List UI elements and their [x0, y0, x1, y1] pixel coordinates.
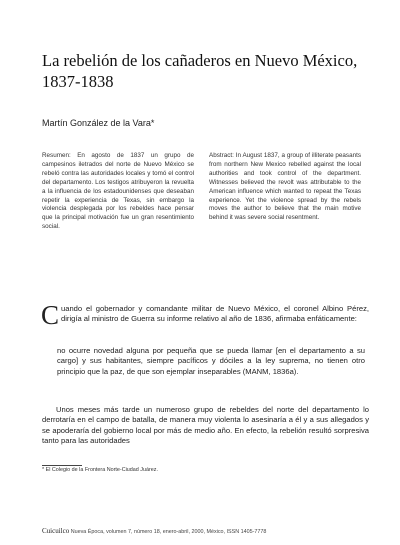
abstract-english: Abstract: In August 1837, a group of illiterate peasants from northern New Mexico rebelled against the local authorities and took control of the department. Witnesses believed the revolt was attributable to the American influence which wanted to repeat the Texas experience. Yet the violence spread by the rebels moves the author to believe that the main motive behind it was severe social resentment.: [209, 152, 361, 222]
body-paragraph-2: Unos meses más tarde un numeroso grupo de rebeldes del norte del departamento lo derrotaría en el campo de batalla, de manera muy violenta lo asesinaría a él y a sus allegados y se apoderaría del gobierno local por más de medio año. En efecto, la rebelión resultó sorpresiva tanto para las autoridades: [42, 405, 369, 446]
journal-footer: [42, 528, 266, 536]
abstract-spanish: Resumen: En agosto de 1837 un grupo de campesinos iletrados del norte de Nuevo México se rebeló contra las autoridades locales y tomó el control del departamento. Los testigos atribuyeron la revuelta a la influencia de los estadounidenses que deseaban repetir la experiencia de Texas, sin embargo la violencia desplegada por los rebeldes hace pensar que la principal motivación fue un gran resentimiento social.: [42, 152, 194, 231]
footnote-divider: [42, 465, 82, 466]
body-paragraph-1-text: uando el gobernador y comandante militar de Nuevo México, el coronel Albino Pérez, dirigía al ministro de Guerra su informe relativo al año de 1836, afirmaba enfáticamente:: [61, 304, 369, 324]
journal-brand: Cuicuilco: [42, 527, 70, 535]
drop-cap: C: [41, 300, 60, 330]
footnote-affiliation: * El Colegio de la Frontera Norte-Ciudad Juárez.: [42, 467, 158, 473]
article-title: La rebelión de los cañaderos en Nuevo México, 1837-1838: [42, 51, 358, 91]
block-quote: no ocurre novedad alguna por pequeña que se pueda llamar [en el departamento a su cargo] y sus habitantes, siempre pacíficos y dóciles a la ley suprema, no tienen otro principio que la paz, de que son ejemplar inseparables (MANM, 1836a).: [57, 346, 365, 376]
journal-citation: Nueva Época, volumen 7, número 18, enero-abril, 2000, México, ISSN 1405-7778: [70, 529, 267, 535]
article-author: Martín González de la Vara*: [42, 118, 155, 128]
body-paragraph-1: [41, 300, 369, 330]
